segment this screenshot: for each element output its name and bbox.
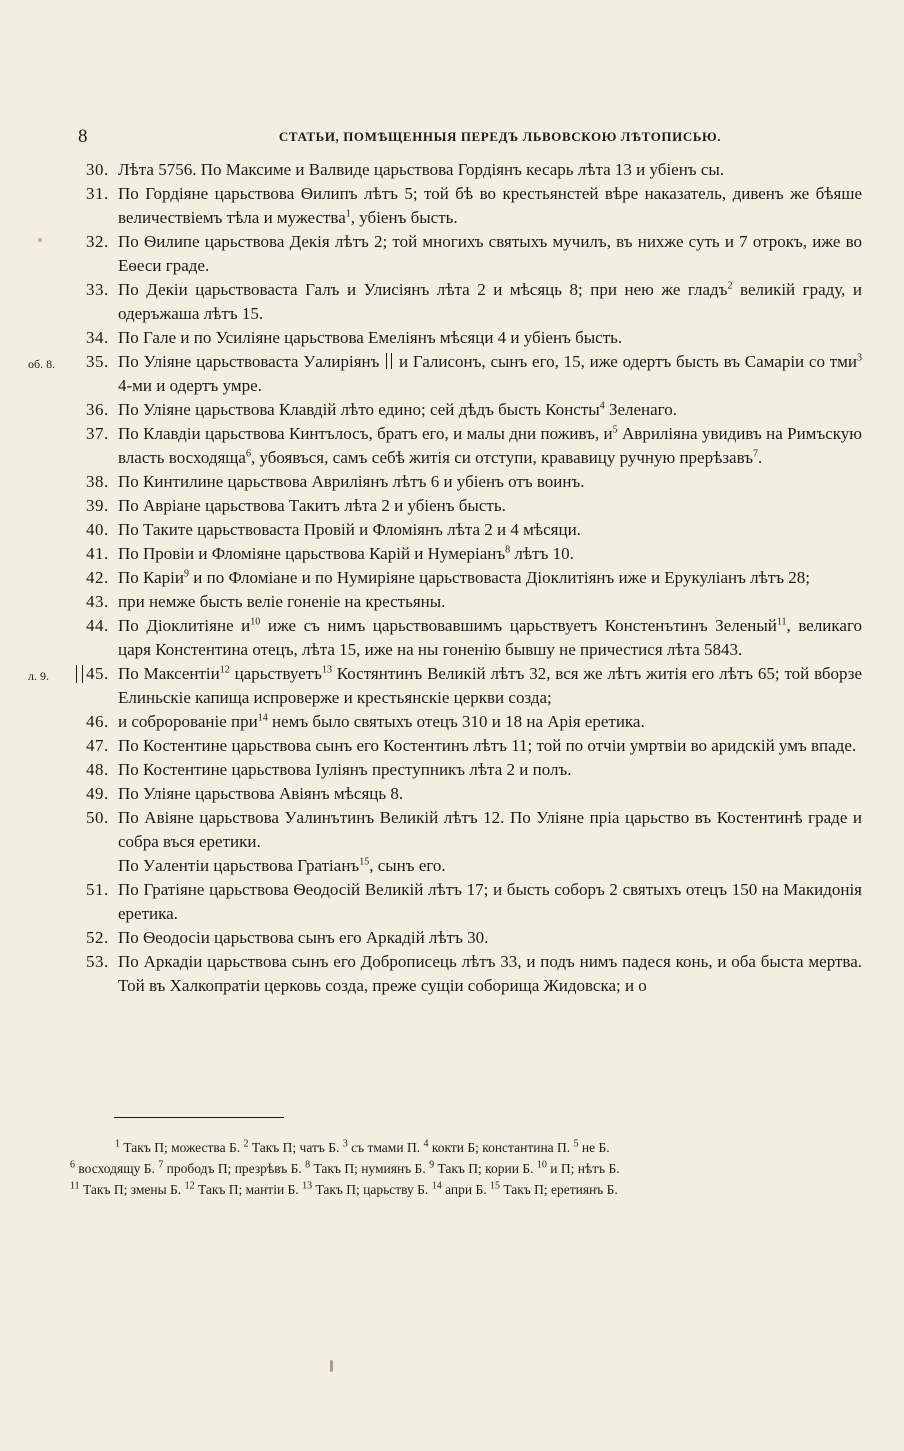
footnote-marker: 1 bbox=[115, 1138, 120, 1150]
entry-number: 41. bbox=[86, 544, 109, 563]
entry-number: 39. bbox=[86, 496, 109, 515]
folio-break-mark bbox=[76, 665, 83, 683]
footnote-ref: 12 bbox=[219, 664, 230, 676]
footnote-marker: 10 bbox=[536, 1159, 547, 1171]
chronicle-entry bbox=[0, 158, 904, 182]
chronicle-entry bbox=[0, 278, 904, 326]
chronicle-entry bbox=[0, 350, 904, 398]
entry-body bbox=[118, 494, 862, 518]
entry-number: 43. bbox=[86, 592, 109, 611]
folio-break-mark bbox=[386, 353, 392, 369]
chronicle-entries bbox=[0, 158, 904, 998]
footnote-text bbox=[115, 1137, 860, 1158]
entry-text: Зеленаго. bbox=[604, 400, 677, 419]
footnote-variant: и П; нѣтъ Б. bbox=[546, 1161, 620, 1176]
entry-text: великій граду, и одеръжаша лѣтъ 15. bbox=[118, 280, 862, 323]
footnote-variant: Такъ П; нумиянъ Б. bbox=[310, 1161, 430, 1176]
chronicle-entry bbox=[0, 806, 904, 854]
entry-text: По Гордіяне царьствова Ѳилипъ лѣтъ 5; той бѣ во крестьянстей вѣре наказатель, дивенъ же бѣяше величествіемъ тѣла и мужества bbox=[118, 184, 862, 227]
chronicle-entry bbox=[0, 734, 904, 758]
chronicle-entry bbox=[0, 878, 904, 926]
entry-number: 31. bbox=[86, 184, 109, 203]
entry-text: По Ѳеодосіи царьствова сынъ его Аркадій лѣтъ 30. bbox=[118, 928, 489, 947]
footnote-variant: Такъ П; можества Б. bbox=[120, 1140, 244, 1155]
entry-text: , сынъ его. bbox=[369, 856, 446, 875]
chronicle-entry bbox=[0, 398, 904, 422]
entry-text: По Ѳилипе царьствова Декія лѣтъ 2; той многихъ святыхъ мучилъ, въ нихже суть и 7 отрокъ, иже во Еѳеси граде. bbox=[118, 232, 862, 275]
entry-number: 44. bbox=[86, 616, 109, 635]
entry-body bbox=[118, 710, 862, 734]
entry-number: 48. bbox=[86, 760, 109, 779]
footnote-ref: 7 bbox=[753, 448, 758, 460]
entry-text: По Костентине царьствова Іуліянъ преступникъ лѣта 2 и полъ. bbox=[118, 760, 572, 779]
chronicle-entry bbox=[0, 782, 904, 806]
footnote-ref: 8 bbox=[505, 544, 511, 556]
entry-body bbox=[118, 278, 862, 326]
entry-body bbox=[118, 230, 862, 278]
entry-text: иже съ нимъ царьствовавшимъ царьствуетъ Констенътинъ Зеленый bbox=[260, 616, 777, 635]
page-number: 8 bbox=[78, 126, 88, 147]
footnote-marker: 3 bbox=[342, 1138, 348, 1150]
chronicle-entry bbox=[0, 494, 904, 518]
entry-text: Костянтинъ Великій лѣтъ 32, вся же лѣтъ житія его лѣтъ 65; той вборзе Елиньскіе капища испроверже и крестьянскіе церкви созда; bbox=[118, 664, 862, 707]
entry-number: 35. bbox=[86, 352, 109, 371]
entry-number: 46. bbox=[86, 712, 109, 731]
footnote-variant: Такъ П; еретиянъ Б. bbox=[499, 1182, 618, 1197]
entry-body bbox=[118, 590, 862, 614]
footnote-marker: 13 bbox=[302, 1180, 313, 1192]
entry-text: По Гале и по Усиліяне царьствова Емеліянъ мѣсяци 4 и убіенъ бысть. bbox=[118, 328, 623, 347]
entry-body bbox=[118, 566, 862, 590]
footnote-marker: 7 bbox=[158, 1159, 164, 1171]
entry-body bbox=[118, 878, 862, 926]
entry-body bbox=[118, 926, 862, 950]
footnote-rule bbox=[114, 1117, 284, 1118]
footnote-ref: 2 bbox=[727, 280, 733, 292]
entry-body bbox=[118, 398, 862, 422]
entry-text: 4-ми и одертъ умре. bbox=[118, 376, 262, 395]
entry-body bbox=[118, 158, 862, 182]
entry-number: 50. bbox=[86, 808, 109, 827]
folio-margin-note: об. 8. bbox=[28, 357, 56, 371]
footnote-ref: 10 bbox=[250, 616, 261, 628]
entry-body bbox=[118, 614, 862, 662]
footnote-marker: 8 bbox=[305, 1159, 311, 1171]
entry-number: 38. bbox=[86, 472, 109, 491]
entry-body bbox=[118, 782, 862, 806]
entry-text: и Галисонъ, сынъ его, 15, иже одертъ бысть въ Самаріи со тми bbox=[394, 352, 857, 371]
entry-text: По Авріане царьствова Такитъ лѣта 2 и убіенъ бысть. bbox=[118, 496, 506, 515]
entry-number: 33. bbox=[86, 280, 109, 299]
entry-text: По Аркадіи царьствова сынъ его Доброписець лѣтъ 33, и подъ нимъ падеся конь, и оба быста мертва. Той въ Халкопратіи церковь созда, преже сущіи соборища Жидовска; и о bbox=[118, 952, 862, 995]
chronicle-entry-continuation bbox=[0, 854, 904, 878]
entry-text: и по Фломіане и по Нумиріяне царьствоваста Діоклитіянъ иже и Ерукуліанъ лѣтъ 28; bbox=[189, 568, 811, 587]
entry-text: По Костентине царьствова сынъ его Костентинъ лѣтъ 11; той по отчіи умртвіи во аридскій умъ впаде. bbox=[118, 736, 857, 755]
running-title: СТАТЬИ, ПОМѢЩЕННЫЯ ПЕРЕДЪ ЛЬВОВСКОЮ ЛѢТОПИСЬЮ. bbox=[278, 129, 722, 144]
entry-body bbox=[118, 854, 862, 878]
entry-text: По Гратіяне царьствова Ѳеодосій Великій лѣтъ 17; и бысть соборъ 2 святыхъ отецъ 150 на Макидонія еретика. bbox=[118, 880, 862, 923]
footnote-variant: кокти Б; константина П. bbox=[428, 1140, 574, 1155]
footnote-variant: восходящу Б. bbox=[75, 1161, 159, 1176]
footnote-ref: 3 bbox=[857, 352, 862, 364]
chronicle-entry bbox=[0, 590, 904, 614]
chronicle-entry bbox=[0, 542, 904, 566]
chronicle-entry bbox=[0, 662, 904, 710]
entry-body bbox=[118, 662, 862, 710]
chronicle-entry bbox=[0, 926, 904, 950]
footnote-ref: 5 bbox=[612, 424, 618, 436]
entry-number: 47. bbox=[86, 736, 109, 755]
entry-text: По Таките царьствоваста Провій и Фломіянъ лѣта 2 и 4 мѣсяци. bbox=[118, 520, 581, 539]
entry-text: Лѣта 5756. По Максиме и Валвиде царьствова Гордіянъ кесарь лѣта 13 и убіенъ сы. bbox=[118, 160, 725, 179]
page-header bbox=[0, 126, 904, 148]
entry-text: лѣтъ 10. bbox=[510, 544, 574, 563]
entry-text: По Уліяне царьствова Клавдій лѣто едино; сей дѣдъ бысть Консты bbox=[118, 400, 600, 419]
footnote-ref: 4 bbox=[599, 400, 605, 412]
chronicle-entry bbox=[0, 518, 904, 542]
footnote-marker: 5 bbox=[573, 1138, 579, 1150]
entry-text: царьствуетъ bbox=[229, 664, 322, 683]
footnote-ref: 9 bbox=[184, 568, 190, 580]
footnote-marker: 12 bbox=[184, 1180, 195, 1192]
chronicle-entry bbox=[0, 470, 904, 494]
entry-body bbox=[118, 542, 862, 566]
entry-text: По Провіи и Фломіяне царьствова Карій и Нумеріанъ bbox=[118, 544, 506, 563]
entry-number: 45. bbox=[86, 664, 109, 683]
entry-text: По Кинтилине царьствова Авриліянъ лѣтъ 6 и убіенъ отъ воинъ. bbox=[118, 472, 585, 491]
footnote-variant: Такъ П; чатъ Б. bbox=[248, 1140, 343, 1155]
footnote-variant: апри Б. bbox=[441, 1182, 490, 1197]
entry-body bbox=[118, 518, 862, 542]
footnote-marker: 9 bbox=[429, 1159, 435, 1171]
entry-text: По Уалентіи царьствова Гратіанъ bbox=[118, 856, 360, 875]
footnote-variant: прободъ П; презрѣвъ Б. bbox=[163, 1161, 306, 1176]
entry-body bbox=[118, 758, 862, 782]
footnote-ref: 6 bbox=[245, 448, 251, 460]
entry-number: 51. bbox=[86, 880, 109, 899]
footnote-text bbox=[70, 1179, 860, 1200]
entry-text: и собророваніе при bbox=[118, 712, 258, 731]
chronicle-entry bbox=[0, 182, 904, 230]
entry-text: По Максентіи bbox=[118, 664, 220, 683]
footnote-ref: 14 bbox=[257, 712, 268, 724]
entry-text: , убіенъ бысть. bbox=[350, 208, 458, 227]
entry-text: , убоявъся, самъ себѣ житія си отступи, крававицу ручную прерѣзавъ bbox=[250, 448, 753, 467]
entry-number: 53. bbox=[86, 952, 109, 971]
entry-number: 52. bbox=[86, 928, 109, 947]
footnote-variant: не Б. bbox=[578, 1140, 610, 1155]
footnote-variant: съ тмами П. bbox=[347, 1140, 424, 1155]
entry-text: По Уліяне царьствова Авіянъ мѣсяць 8. bbox=[118, 784, 404, 803]
entry-body bbox=[118, 734, 862, 758]
footnote-ref: 11 bbox=[776, 616, 787, 628]
entry-text: По Клавдіи царьствова Кинтълосъ, братъ его, и малы дни поживъ, и bbox=[118, 424, 613, 443]
chronicle-entry bbox=[0, 614, 904, 662]
chronicle-entry bbox=[0, 950, 904, 998]
entry-body bbox=[118, 350, 862, 398]
entry-body bbox=[118, 326, 862, 350]
footnote-variant: Такъ П; мантіи Б. bbox=[194, 1182, 303, 1197]
entry-number: 30. bbox=[86, 160, 109, 179]
entry-text: По Діоклитіяне и bbox=[118, 616, 251, 635]
entry-body bbox=[118, 422, 862, 470]
entry-text: при немже бысть веліе гоненіе на крестьяны. bbox=[118, 592, 446, 611]
entry-text: По Декіи царьствоваста Галъ и Улисіянъ лѣта 2 и мѣсяць 8; при нею же гладъ bbox=[118, 280, 728, 299]
chronicle-entry bbox=[0, 230, 904, 278]
entry-text: По Уліяне царьствоваста Уалиріянъ bbox=[118, 352, 385, 371]
entry-number: 37. bbox=[86, 424, 109, 443]
entry-text: немъ было святыхъ отецъ 310 и 18 на Арія еретика. bbox=[267, 712, 645, 731]
chronicle-entry bbox=[0, 422, 904, 470]
entry-number: 42. bbox=[86, 568, 109, 587]
footnote-marker: 6 bbox=[70, 1159, 75, 1171]
entry-body bbox=[118, 950, 862, 998]
footnote-ref: 1 bbox=[345, 208, 351, 220]
footnote-marker: 11 bbox=[70, 1180, 80, 1192]
footnote-marker: 2 bbox=[243, 1138, 249, 1150]
chronicle-entry bbox=[0, 326, 904, 350]
footnote-marker: 4 bbox=[423, 1138, 429, 1150]
entry-text: , великаго царя Констентина отецъ, лѣта 15, иже на ны гоненію бывшу не причестися лѣта 5843. bbox=[118, 616, 862, 659]
entry-body bbox=[118, 806, 862, 854]
entry-number: 49. bbox=[86, 784, 109, 803]
footnote-text bbox=[70, 1158, 860, 1179]
footnote-variant: Такъ П; кории Б. bbox=[434, 1161, 537, 1176]
entry-text: Авриліяна увидивъ на Римъскую власть восходяща bbox=[118, 424, 862, 467]
chronicle-entry bbox=[0, 710, 904, 734]
footnote-variant: Такъ П; царьству Б. bbox=[312, 1182, 432, 1197]
entry-body bbox=[118, 470, 862, 494]
entry-text: . bbox=[758, 448, 763, 467]
footnote-marker: 14 bbox=[431, 1180, 442, 1192]
paper-speck bbox=[330, 1360, 333, 1372]
entry-number: 40. bbox=[86, 520, 109, 539]
entry-body bbox=[118, 182, 862, 230]
chronicle-entry bbox=[0, 566, 904, 590]
footnote-marker: 15 bbox=[489, 1180, 500, 1192]
entry-number: 32. bbox=[86, 232, 109, 251]
entry-text: По Авіяне царьствова Уалинътинъ Великій лѣтъ 12. По Уліяне пріа царьство въ Костентинѣ граде и собра въся еретики. bbox=[118, 808, 862, 851]
entry-number: 36. bbox=[86, 400, 109, 419]
entry-number: 34. bbox=[86, 328, 109, 347]
chronicle-entry bbox=[0, 758, 904, 782]
folio-margin-note: л. 9. bbox=[28, 669, 49, 683]
footnote-ref: 13 bbox=[321, 664, 332, 676]
entry-text: По Каріи bbox=[118, 568, 185, 587]
footnote-ref: 15 bbox=[359, 856, 370, 868]
footnote-variant: Такъ П; змены Б. bbox=[79, 1182, 185, 1197]
